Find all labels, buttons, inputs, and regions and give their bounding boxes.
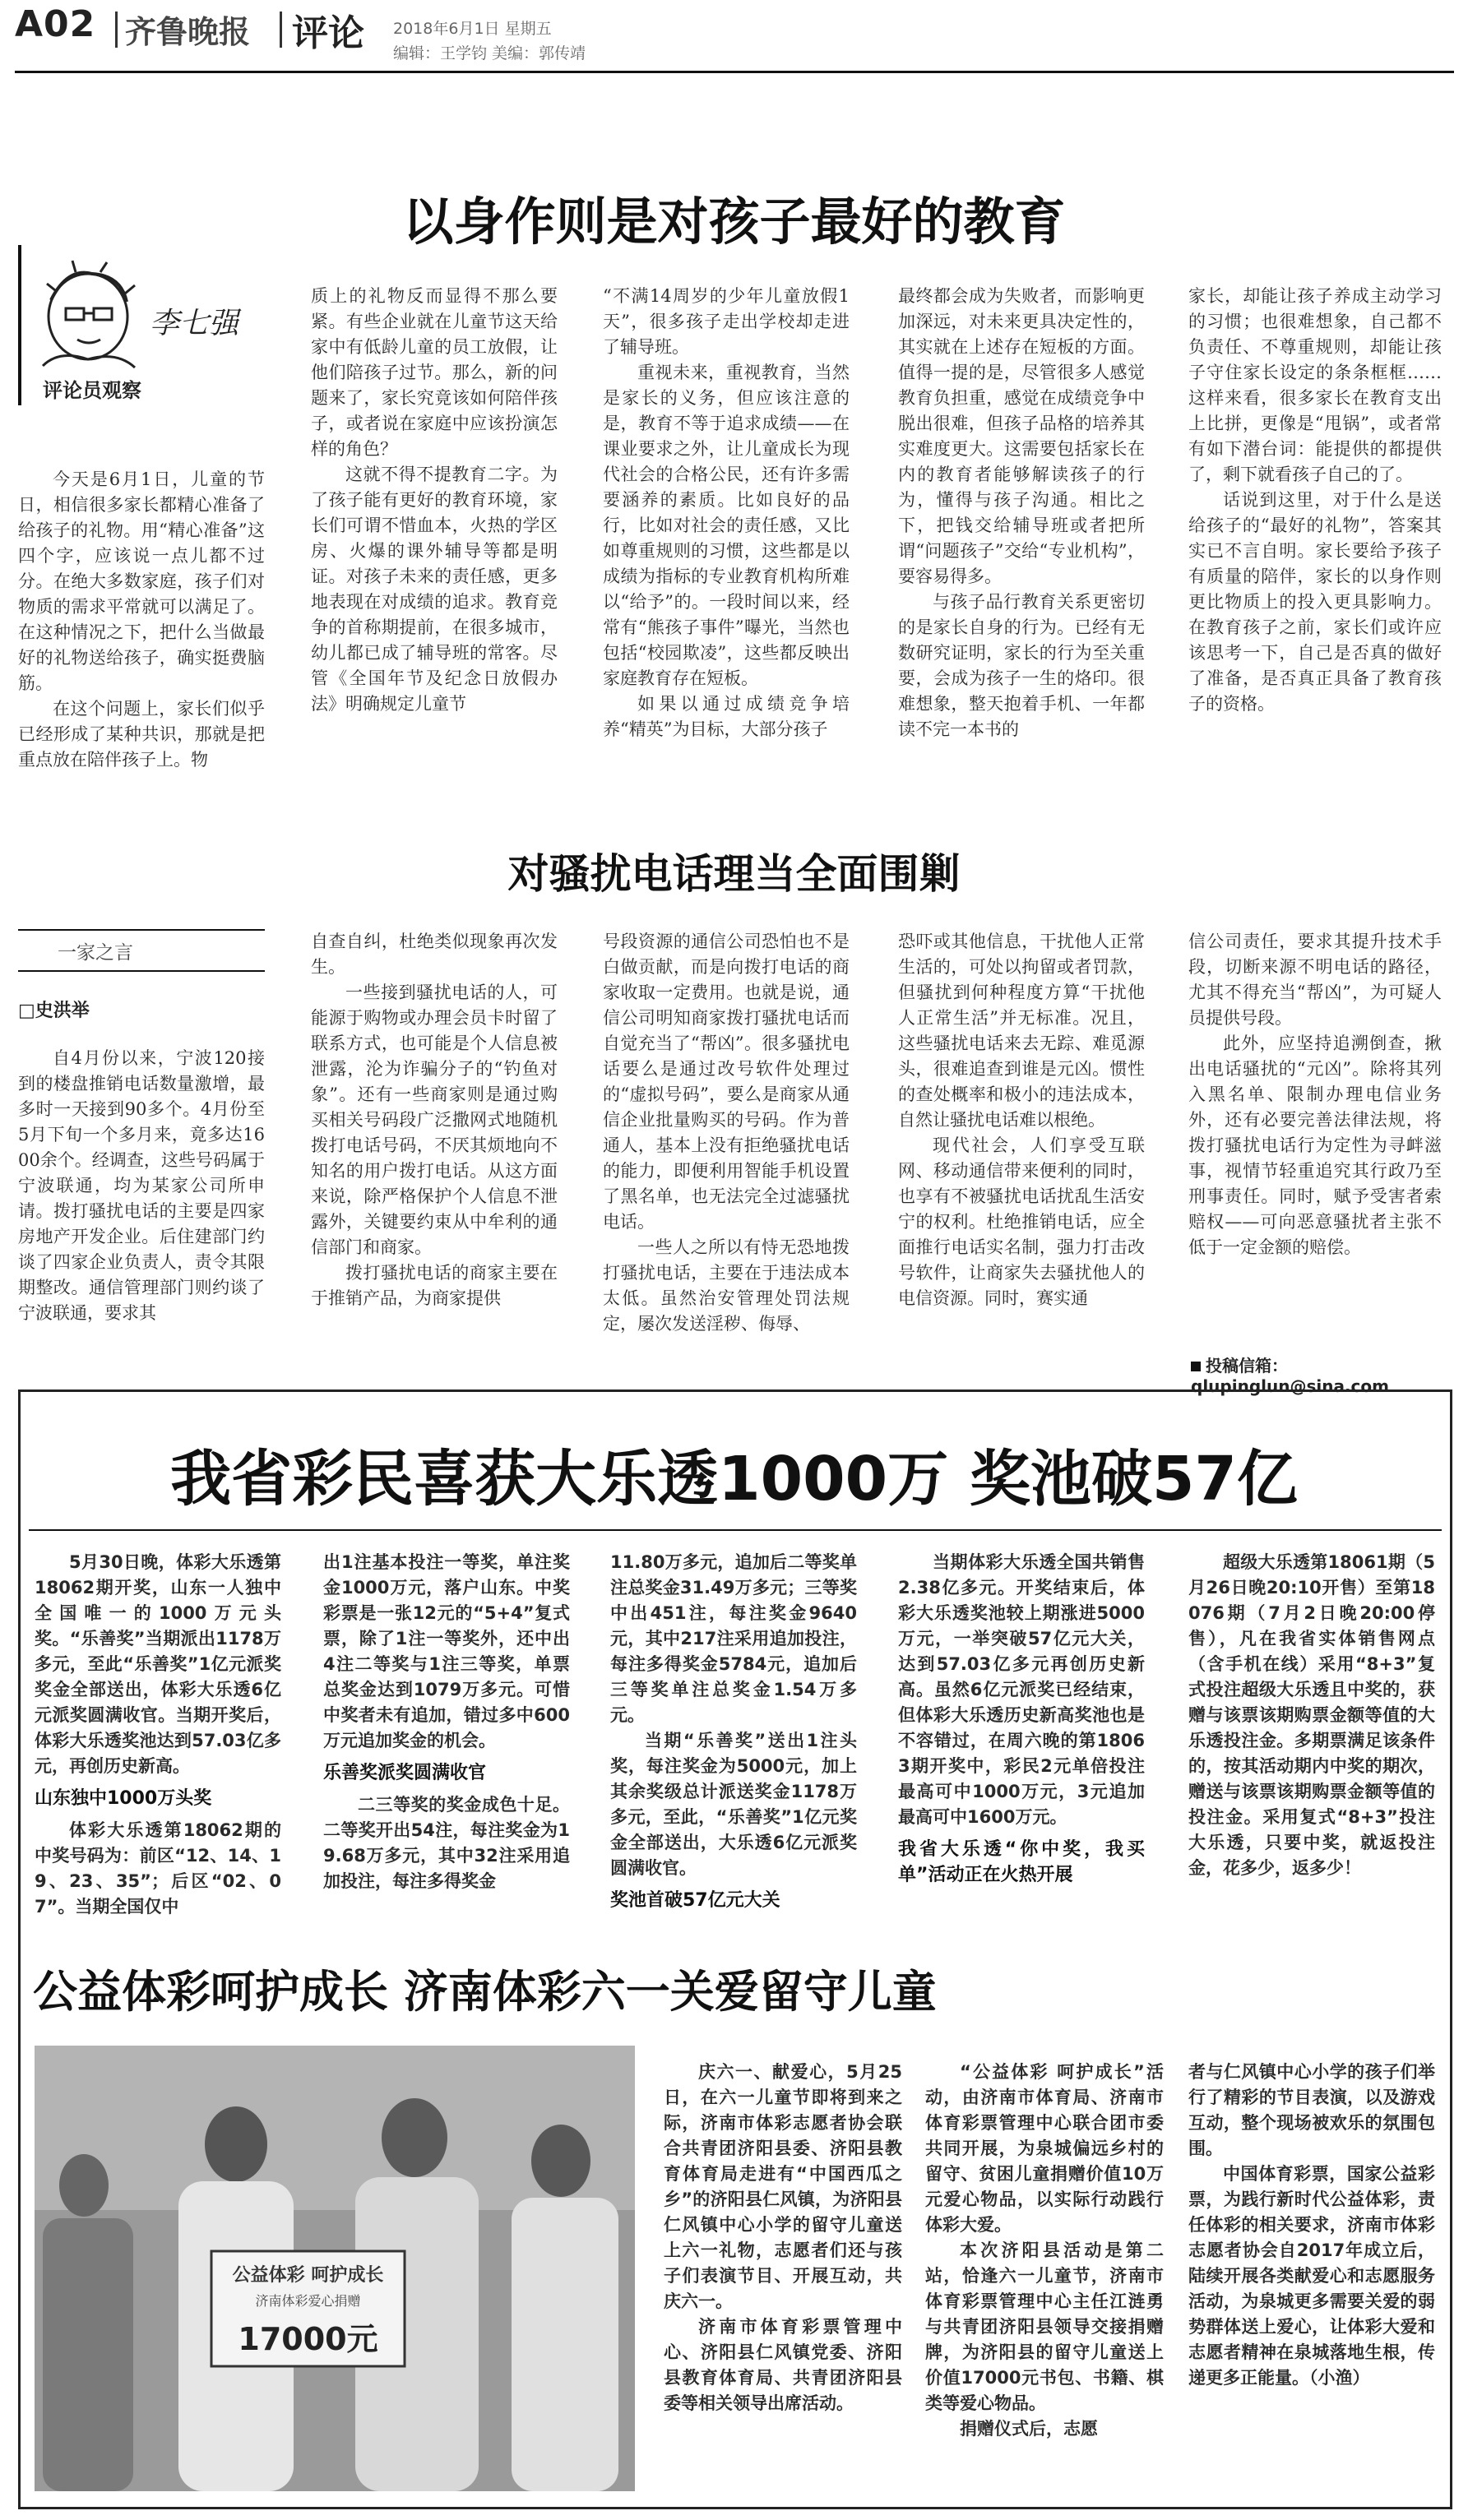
- paragraph: 这就不得不提教育二字。为了孩子能有更好的教育环境，家长们可谓不惜血本，火热的学区房、火爆的课外辅导等都是明证。对孩子未来的责任感，更多地表现在对成绩的追求。教育竞争的首称期提前，在很多城市，幼儿都已成了辅导班的常客。尽管《全国年节及纪念日放假办法》明确规定儿童节: [311, 465, 558, 714]
- paragraph: 济南市体育彩票管理中心、济阳县仁风镇党委、济阳县教育体育局、共青团济阳县委等相关领导出席活动。: [664, 2317, 902, 2413]
- paragraph: 当期“乐善奖”送出1注头奖，每注奖金为5000元，加上其余奖级总计派送奖金1178万多元，至此，“乐善奖”1亿元奖金全部送出，大乐透6亿元派奖圆满收官。: [610, 1731, 857, 1878]
- paragraph: 当期体彩大乐透全国共销售2.38亿多元。开奖结束后，体彩大乐透奖池较上期涨进5000万元，一举突破57亿元大关，达到57.03亿多元再创历史新高。虽然6亿元派奖已经结束，但体彩大乐透历史新高奖池也是不容错过，在周六晚的第18063期开奖中，彩民2元单倍投注最高可中1000万元，3元追加最高可中1600万元。: [898, 1552, 1145, 1827]
- article2-column-4: [898, 929, 1145, 1311]
- subheading: 乐善奖派奖圆满收官: [323, 1763, 487, 1783]
- paragraph: 信公司责任，要求其提升技术手段，切断来源不明电话的路径，尤其不得充当“帮凶”，为可疑人员提供号段。: [1188, 932, 1442, 1028]
- paragraph: 一些人之所以有恃无恐地拨打骚扰电话，主要在于违法成本太低。虽然治安管理处罚法规定，屡次发送淫秽、侮辱、: [603, 1237, 850, 1334]
- masthead-divider: [115, 12, 118, 48]
- article2-title: 对骚扰电话理当全面围剿: [507, 850, 961, 898]
- donation-board-title: 公益体彩 呵护成长: [232, 2265, 384, 2286]
- paragraph: 质上的礼物反而显得不那么要紧。有些企业就在儿童节这天给家中有低龄儿童的员工放假，让他们陪孩子过节。那么，新的问题来了，家长究竟该如何陪伴孩子，或者说在家庭中应该扮演怎样的角色？: [311, 286, 558, 459]
- paragraph: 捐赠仪式后，志愿: [960, 2419, 1098, 2439]
- author-signature: 李七强: [150, 307, 239, 340]
- article2-column-2: [311, 929, 558, 1311]
- paragraph: “不满14周岁的少年儿童放假1天”，很多孩子走出学校却走进了辅导班。: [603, 286, 850, 357]
- article4-title: 公益体彩呵护成长 济南体彩六一关爱留守儿童: [33, 1966, 937, 2018]
- article4-column-3: [1188, 2060, 1435, 2391]
- paragraph: 体彩大乐透第18062期的中奖号码为：前区“12、14、19、23、35”；后区“02、07”。当期全国仅中: [35, 1820, 281, 1917]
- article1-column-3: [603, 284, 850, 742]
- article1-title: 以身作则是对孩子最好的教育: [402, 192, 1066, 252]
- article3-column-5: [1188, 1550, 1435, 1881]
- date-line: 2018年6月1日 星期五: [393, 20, 552, 38]
- article1-column-2: [311, 284, 558, 717]
- paragraph: 今天是6月1日，儿童的节日，相信很多家长都精心准备了给孩子的礼物。用“精心准备”这四个字，应该说一点儿都不过分。在绝大多数家庭，孩子们对物质的需求平常就可以满足了。在这种情况之下，把什么当做最好的礼物送给孩子，确实挺费脑筋。: [18, 469, 265, 693]
- column-label-rule: [18, 929, 265, 931]
- article1-column-5: [1188, 284, 1442, 717]
- paragraph: 现代社会，人们享受互联网、移动通信带来便利的同时，也享有不被骚扰电话扰乱生活安宁的权利。杜绝推销电话，应全面推行电话实名制，强力打击改号软件，让商家失去骚扰他人的电信资源。同时，赛实通: [898, 1135, 1145, 1308]
- article2-author: □史洪举: [18, 1001, 90, 1021]
- square-bullet-icon: [1191, 1362, 1201, 1371]
- article2-column-3: [603, 929, 850, 1337]
- article4-column-2: [925, 2060, 1164, 2442]
- paragraph: 中国体育彩票，国家公益彩票，为践行新时代公益体彩，责任体彩的相关要求，济南市体彩志愿者协会自2017年成立后，陆续开展各类献爱心和志愿服务活动，为泉城更多需要关爱的弱势群体送上爱心，让体彩大爱和志愿者精神在泉城落地生根，传递更多正能量。（小渔）: [1188, 2164, 1435, 2388]
- article3-column-3: [610, 1550, 857, 1920]
- article4-column-1: [664, 2060, 902, 2416]
- event-photo: [35, 2046, 635, 2491]
- paragraph: 话说到这里，对于什么是送给孩子的“最好的礼物”，答案其实已不言自明。家长要给予孩子有质量的陪伴，家长的以身作则更比物质上的投入更具影响力。在教育孩子之前，家长们或许应该思考一下，自己是否真的做好了准备，是否真正具备了教育孩子的资格。: [1188, 490, 1442, 714]
- article2-column-5: [1188, 929, 1442, 1260]
- paragraph: 在这个问题上，家长们似乎已经形成了某种共识，那就是把重点放在陪伴孩子上。物: [18, 699, 265, 770]
- subheading: 奖池首破57亿元大关: [610, 1890, 780, 1911]
- paragraph: 家长，却能让孩子养成主动学习的习惯；也很难想象，自己都不负责任、不尊重规则，却能让孩子守住家长设定的条条框框……这样来看，很多家长在教育支出上比拼，更像是“甩锅”，或者常有如下潜台词：能提供的都提供了，剩下就看孩子自己的了。: [1188, 286, 1442, 484]
- subheading: 我省大乐透“你中奖，我买单”活动正在火热开展: [898, 1839, 1145, 1885]
- article3-title: 我省彩民喜获大乐透1000万 奖池破57亿: [170, 1444, 1298, 1514]
- paragraph: 二三等奖的奖金成色十足。二等奖开出54注，每注奖金为19.68万多元，其中32注采用追加投注，每注多得奖金: [323, 1795, 570, 1891]
- article3-column-4: [898, 1550, 1145, 1894]
- paragraph: 最终都会成为失败者，而影响更加深远，对未来更具决定性的，其实就在上述存在短板的方面。值得一提的是，尽管很多人感觉教育负担重，感觉在成绩竞争中脱出很难，但孩子品格的培养其实难度更大。这需要包括家长在内的教育者能够解读孩子的行为，懂得与孩子沟通。相比之下，把钱交给辅导班或者把所谓“问题孩子”交给“专业机构”，要容易得多。: [898, 286, 1145, 586]
- page-number: A02: [15, 3, 96, 45]
- author-portrait-box: [18, 251, 265, 407]
- paragraph: 庆六一、献爱心，5月25日，在六一儿童节即将到来之际，济南市体彩志愿者协会联合共青团济阳县委、济阳县教育体育局走进有“中国西瓜之乡”的济阳县仁风镇，为济阳县仁风镇中心小学的留守儿童送上六一礼物，志愿者们还与孩子们表演节目、开展互动，共庆六一。: [664, 2062, 902, 2311]
- paragraph: 5月30日晚，体彩大乐透第18062期开奖，山东一人独中全国唯一的1000万元头奖。“乐善奖”当期派出1178万多元，至此“乐善奖”1亿元派奖奖金全部送出，体彩大乐透6亿元派奖圆满收官。当期开奖后，体彩大乐透奖池达到57.03亿多元，再创历史新高。: [35, 1552, 281, 1776]
- subheading: 山东独中1000万头奖: [35, 1788, 212, 1809]
- paragraph: 本次济阳县活动是第二站，恰逢六一儿童节，济南市体育彩票管理中心主任江涟勇与共青团济阳县领导交接捐赠牌，为济阳县的留守儿童送上价值17000元书包、书籍、棋类等爱心物品。: [925, 2240, 1164, 2413]
- section-title: 评论: [292, 12, 364, 54]
- editor-line: 编辑：王学钧 美编：郭传靖: [393, 44, 586, 62]
- newspaper-logo: 齐鲁晚报: [125, 13, 251, 50]
- paragraph: 恐吓或其他信息，干扰他人正常生活的，可处以拘留或者罚款，但骚扰到何种程度方算“干扰他人正常生活”并无标准。况且，这些骚扰电话来去无踪、难觅源头，很难追查到谁是元凶。惯性的查处概率和极小的违法成本，自然让骚扰电话难以根绝。: [898, 932, 1145, 1130]
- paragraph: 与孩子品行教育关系更密切的是家长自身的行为。已经有无数研究证明，家长的行为至关重要，会成为孩子一生的烙印。很难想象，整天抱着手机、一年都读不完一本书的: [898, 592, 1145, 739]
- article1-column-4: [898, 284, 1145, 742]
- author-box-rule: [18, 245, 21, 405]
- column-label: 一家之言: [58, 942, 133, 964]
- masthead-rule: [15, 71, 1454, 73]
- paragraph: 自4月份以来，宁波120接到的楼盘推销电话数量激增，最多时一天接到90多个。4月份至5月下旬一个多月来，竟多达1600余个。经调查，这些号码属于宁波联通，均为某家公司所申请。拨打骚扰电话的主要是四家房地产开发企业。后住建部门约谈了四家企业负责人，责令其限期整改。通信管理部门则约谈了宁波联通，要求其: [18, 1048, 265, 1323]
- article1-column-1: [18, 467, 265, 773]
- paragraph: 出1注基本投注一等奖，单注奖金1000万元，落户山东。中奖彩票是一张12元的“5+4”复式票，除了1注一等奖外，还中出4注二等奖与1注三等奖，单票总奖金达到1079万多元。可惜中奖者未有追加，错过多中600万元追加奖金的机会。: [323, 1552, 570, 1750]
- paragraph: 超级大乐透第18061期（5月26日晚20:10开售）至第18076期（7月2日晚20:00停售），凡在我省实体销售网点（含手机在线）采用“8+3”复式投注超级大乐透且中奖的，获赠与该票该期购票金额等值的大乐透投注金。多期票满足该条件的，按其活动期内中奖的期次，赠送与该票该期购票金额等值的投注金。采用复式“8+3”投注大乐透，只要中奖，就返投注金，花多少，返多少！: [1188, 1552, 1435, 1878]
- author-label: 评论员观察: [43, 379, 141, 402]
- donation-board-amount: 17000元: [238, 2321, 378, 2357]
- paragraph: 重视未来，重视教育，当然是家长的义务，但应该注意的是，教育不等于追求成绩——在课业要求之外，让儿童成长为现代社会的合格公民，还有许多需要涵养的素质。比如良好的品行，比如对社会的责任感，又比如尊重规则的习惯，这些都是以成绩为指标的专业教育机构所难以“给予”的。一段时间以来，经常有“熊孩子事件”曝光，当然也包括“校园欺凌”，这些都反映出家庭教育存在短板。: [603, 363, 850, 688]
- paragraph: 此外，应坚持追溯倒查，揪出电话骚扰的“元凶”。除将其列入黑名单、限制办理电信业务外，还有必要完善法律法规，将拨打骚扰电话行为定性为寻衅滋事，视情节轻重追究其行政乃至刑事责任。同时，赋予受害者索赔权——可向恶意骚扰者主张不低于一定金额的赔偿。: [1188, 1033, 1442, 1257]
- donation-board-subtitle: 济南体彩爱心捐赠: [255, 2293, 361, 2309]
- paragraph: 11.80万多元，追加后二等奖单注总奖金31.49万多元；三等奖中出451注，每注奖金9640元，其中217注采用追加投注，每注多得奖金5784元，追加后三等奖单注总奖金1.54万多元。: [610, 1552, 857, 1725]
- paragraph: 号段资源的通信公司恐怕也不是白做贡献，而是向拨打电话的商家收取一定费用。也就是说，通信公司明知商家拨打骚扰电话而自觉充当了“帮凶”。很多骚扰电话要么是通过改号软件处理过的“虚拟号码”，要么是商家从通信企业批量购买的号码。作为普通人，基本上没有拒绝骚扰电话的能力，即便利用智能手机设置了黑名单，也无法完全过滤骚扰电话。: [603, 932, 850, 1232]
- paragraph: 自查自纠，杜绝类似现象再次发生。: [311, 932, 558, 977]
- title-rule: [29, 1529, 1442, 1531]
- article3-column-1: [35, 1550, 281, 1920]
- article2-column-1: [18, 1046, 265, 1326]
- email-label: 投稿信箱：qlupinglun@sina.com: [1191, 1356, 1389, 1396]
- column-label-rule: [18, 970, 265, 972]
- paragraph: 一些接到骚扰电话的人，可能源于购物或办理会员卡时留了联系方式，也可能是个人信息被泄露，沦为诈骗分子的“钓鱼对象”。还有一些商家则是通过购买相关号码段广泛撒网式地随机拨打电话号码，不厌其烦地向不知名的用户拨打电话。从这方面来说，除严格保护个人信息不泄露外，关键要约束从中牟利的通信部门和商家。: [311, 983, 558, 1257]
- article3-column-2: [323, 1550, 570, 1894]
- paragraph: 如果以通过成绩竞争培养“精英”为目标，大部分孩子: [603, 694, 850, 739]
- paragraph: 者与仁风镇中心小学的孩子们举行了精彩的节目表演，以及游戏互动，整个现场被欢乐的氛围包围。: [1188, 2062, 1435, 2158]
- paragraph: “公益体彩 呵护成长”活动，由济南市体育局、济南市体育彩票管理中心联合团市委共同开展，为泉城偏远乡村的留守、贫困儿童捐赠价值10万元爱心物品，以实际行动践行体彩大爱。: [925, 2062, 1164, 2235]
- paragraph: 拨打骚扰电话的商家主要在于推销产品，为商家提供: [311, 1263, 558, 1308]
- masthead-divider: [280, 12, 282, 48]
